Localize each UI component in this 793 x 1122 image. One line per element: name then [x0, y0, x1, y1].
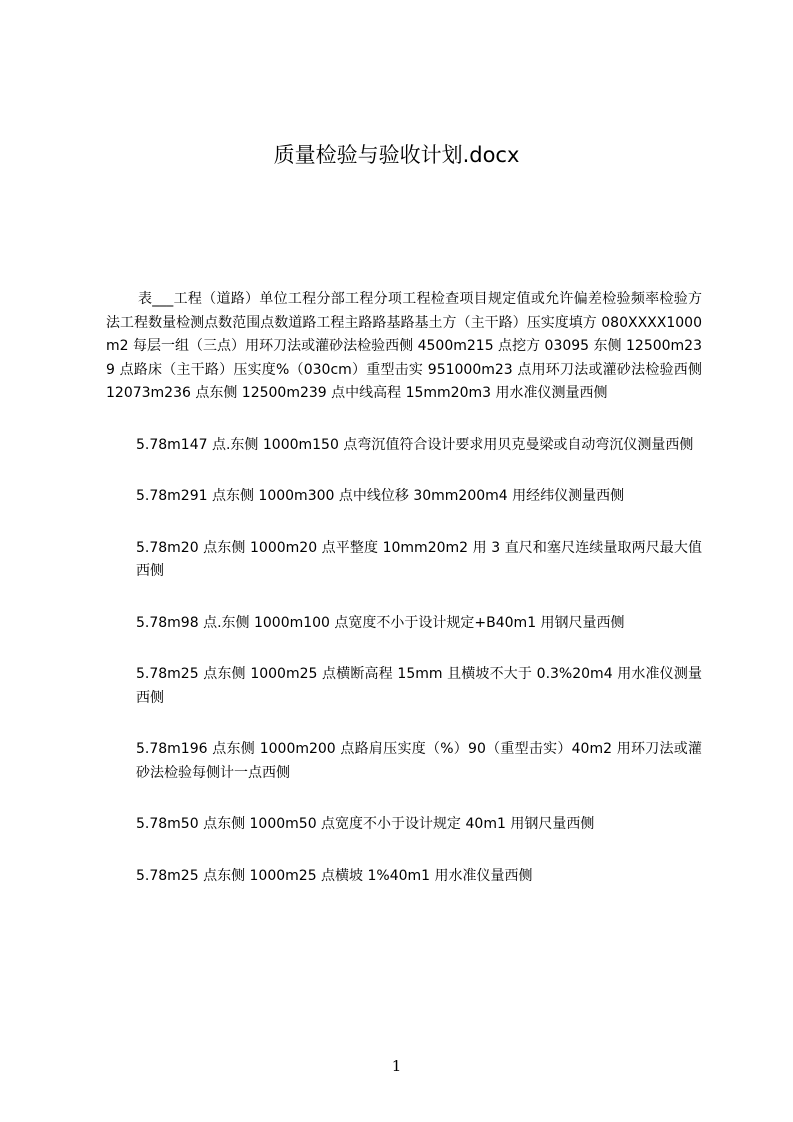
document-title: 质量检验与验收计划.docx: [273, 143, 520, 167]
paragraph-6: 5.78m25 点东侧 1000m25 点横断高程 15mm 且横坡不大于 0.3%20m4 用水准仪测量西侧: [136, 666, 702, 706]
document-body: [106, 288, 702, 888]
page-number: 1: [391, 1057, 402, 1075]
paragraph-8: 5.78m50 点东侧 1000m50 点宽度不小于设计规定 40m1 用钢尺量西侧: [136, 816, 595, 832]
paragraph-5: 5.78m98 点.东侧 1000m100 点宽度不小于设计规定+B40m1 用钢尺量西侧: [136, 614, 625, 631]
paragraph-7: 5.78m196 点东侧 1000m200 点路肩压实度（%）90（重型击实）40m2 用环刀法或灌砂法检验每侧计一点西侧: [136, 741, 702, 781]
paragraph-4: 5.78m20 点东侧 1000m20 点平整度 10mm20m2 用 3 直尺和塞尺连续量取两尺最大值西侧: [136, 539, 702, 579]
paragraph-2: 5.78m147 点.东侧 1000m150 点弯沉值符合设计要求用贝克曼梁或自动弯沉仪测量西侧: [136, 436, 694, 453]
paragraph-3: 5.78m291 点东侧 1000m300 点中线位移 30mm200m4 用经纬仪测量西侧: [136, 488, 625, 504]
paragraph-1: 表___工程（道路）单位工程分部工程分项工程检查项目规定值或允许偏差检验频率检验方法工程数量检测点数范围点数道路工程主路路基路基土方（主干路）压实度填方 080XXXX1000m2 每层一组（三点）用环刀法或灌砂法检验西侧 4500m215 点挖方 03095 东侧 12500m239 点路床（主干路）压实度%（030cm）重型击实 951000m23 点用环刀法或灌砂法检验西侧 12073m236 点东侧 12500m239 点中线高程 15mm20m3 用水准仪测量西侧: [106, 291, 702, 401]
paragraph-9: 5.78m25 点东侧 1000m25 点横坡 1%40m1 用水准仪量西侧: [136, 867, 533, 884]
